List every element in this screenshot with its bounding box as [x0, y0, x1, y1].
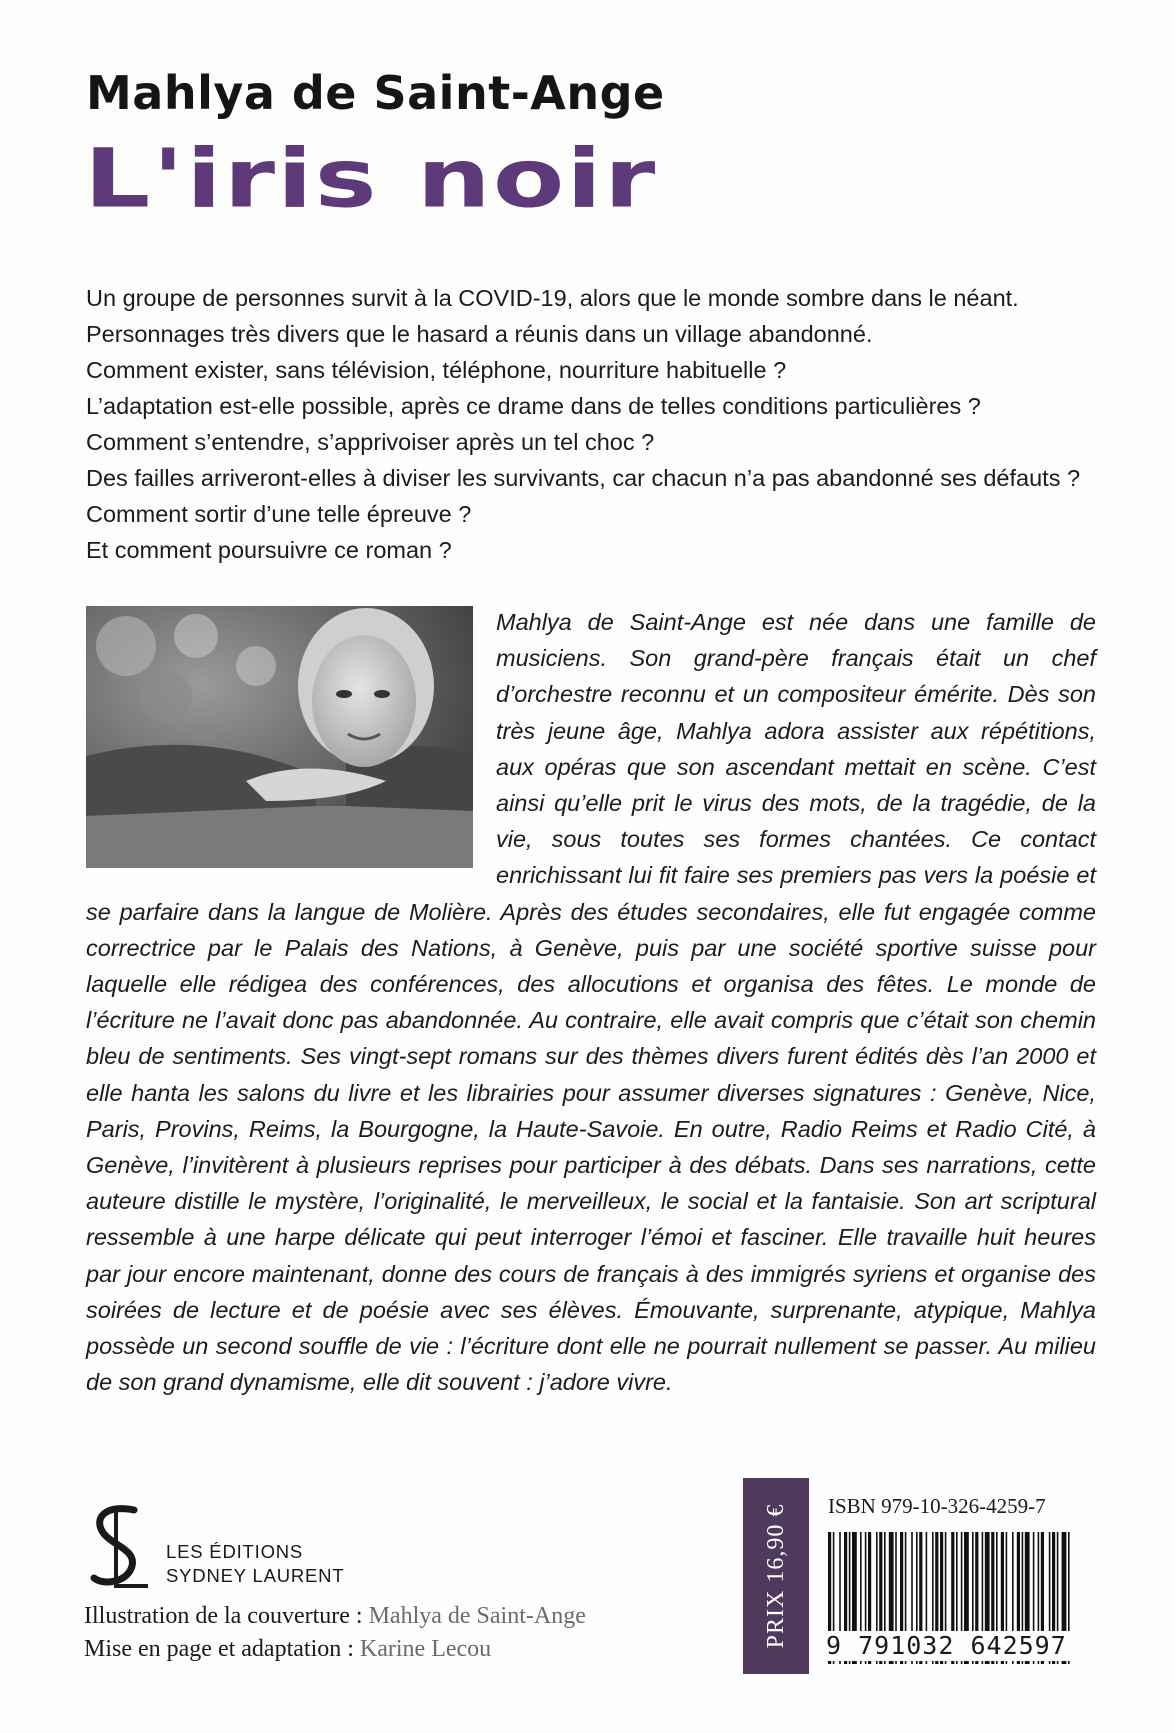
publisher-name [166, 1540, 344, 1588]
credit-value: Mahlya de Saint-Ange [368, 1603, 586, 1629]
credits [84, 1600, 586, 1666]
book-title: L'iris noir [84, 130, 658, 227]
author-name: Mahlya de Saint-Ange [86, 66, 665, 120]
author-biography [86, 604, 1096, 1400]
photo-spacer [86, 604, 496, 876]
synopsis-line: Personnages très divers que le hasard a réunis dans un village abandonné. [86, 321, 873, 347]
credit-label: Mise en page et adaptation : [84, 1636, 360, 1662]
publisher-logo-icon [86, 1500, 152, 1594]
price-label: PRIX 16,90 € [762, 1503, 789, 1649]
synopsis-line: Un groupe de personnes survit à la COVID-19, alors que le monde sombre dans le néant. [86, 285, 1019, 311]
credit-label: Illustration de la couverture : [84, 1603, 369, 1629]
credit-value: Karine Lecou [359, 1636, 492, 1662]
credit-layout [84, 1633, 586, 1666]
synopsis-line: L’adaptation est-elle possible, après ce drame dans de telles conditions particulières ? [86, 393, 981, 419]
synopsis-line: Comment sortir d’une telle épreuve ? [86, 501, 472, 527]
synopsis-line: Et comment poursuivre ce roman ? [86, 537, 452, 563]
credit-illustration [84, 1600, 586, 1633]
synopsis [86, 280, 1096, 568]
biography-text: Mahlya de Saint-Ange est née dans une famille de musiciens. Son grand-père français était un chef d’orchestre reconnu et un compositeur émérite. Dès son très jeune âge, Mahlya adora assister aux répétitions, aux opéras que son ascendant mettait en scène. C’est ainsi qu’elle prit le virus des mots, de la tragédie, de la vie, sous toutes ses formes chantées. Ce contact enrichissant lui fit faire ses premiers pas vers la poésie et se parfaire dans la langue de Molière. Après des études secondaires, elle fut engagée comme correctrice par le Palais des Nations, à Genève, puis par une société sportive suisse pour laquelle elle rédigea des conférences, des allocutions et organisa des fêtes. Le monde de l’écriture ne l’avait donc pas abandonnée. Au contraire, elle avait compris que c’était son chemin bleu de sentiments. Ses vingt-sept romans sur des thèmes divers furent édités dès l’an 2000 et elle hanta les salons du livre et les librairies pour assumer diverses signatures : Genève, Nice, Paris, Provins, Reims, la Bourgogne, la Haute-Savoie. En outre, Radio Reims et Radio Cité, à Genève, l’invitèrent à plusieurs reprises pour participer à des débats. Dans ses narrations, cette auteure distille le mystère, l’originalité, le merveilleux, le social et la fantaisie. Son art scriptural ressemble à une harpe délicate qui peut interroger l’émoi et fasciner. Elle travaille huit heures par jour encore maintenant, donne des cours de français à des immigrés syriens et organise des soirées de lecture et de poésie avec ses élèves. Émouvante, surprenante, atypique, Mahlya possède un second souffle de vie : l’écriture dont elle ne pourrait nullement se passer. Au milieu de son grand dynamisme, elle dit souvent : j’adore vivre. [86, 609, 1096, 1396]
synopsis-line: Comment s’entendre, s’apprivoiser après un tel choc ? [86, 429, 655, 455]
synopsis-line: Des failles arriveront-elles à diviser les survivants, car chacun n’a pas abandonné ses défauts ? [86, 465, 1081, 491]
isbn-number: ISBN 979-10-326-4259-7 [828, 1494, 1046, 1518]
price-bar [743, 1478, 809, 1674]
synopsis-line: Comment exister, sans télévision, téléphone, nourriture habituelle ? [86, 357, 787, 383]
publisher-line: SYDNEY LAURENT [166, 1565, 345, 1586]
barcode-digits: 9 791032 642597 [826, 1631, 1076, 1661]
publisher-line: LES ÉDITIONS [166, 1541, 304, 1562]
